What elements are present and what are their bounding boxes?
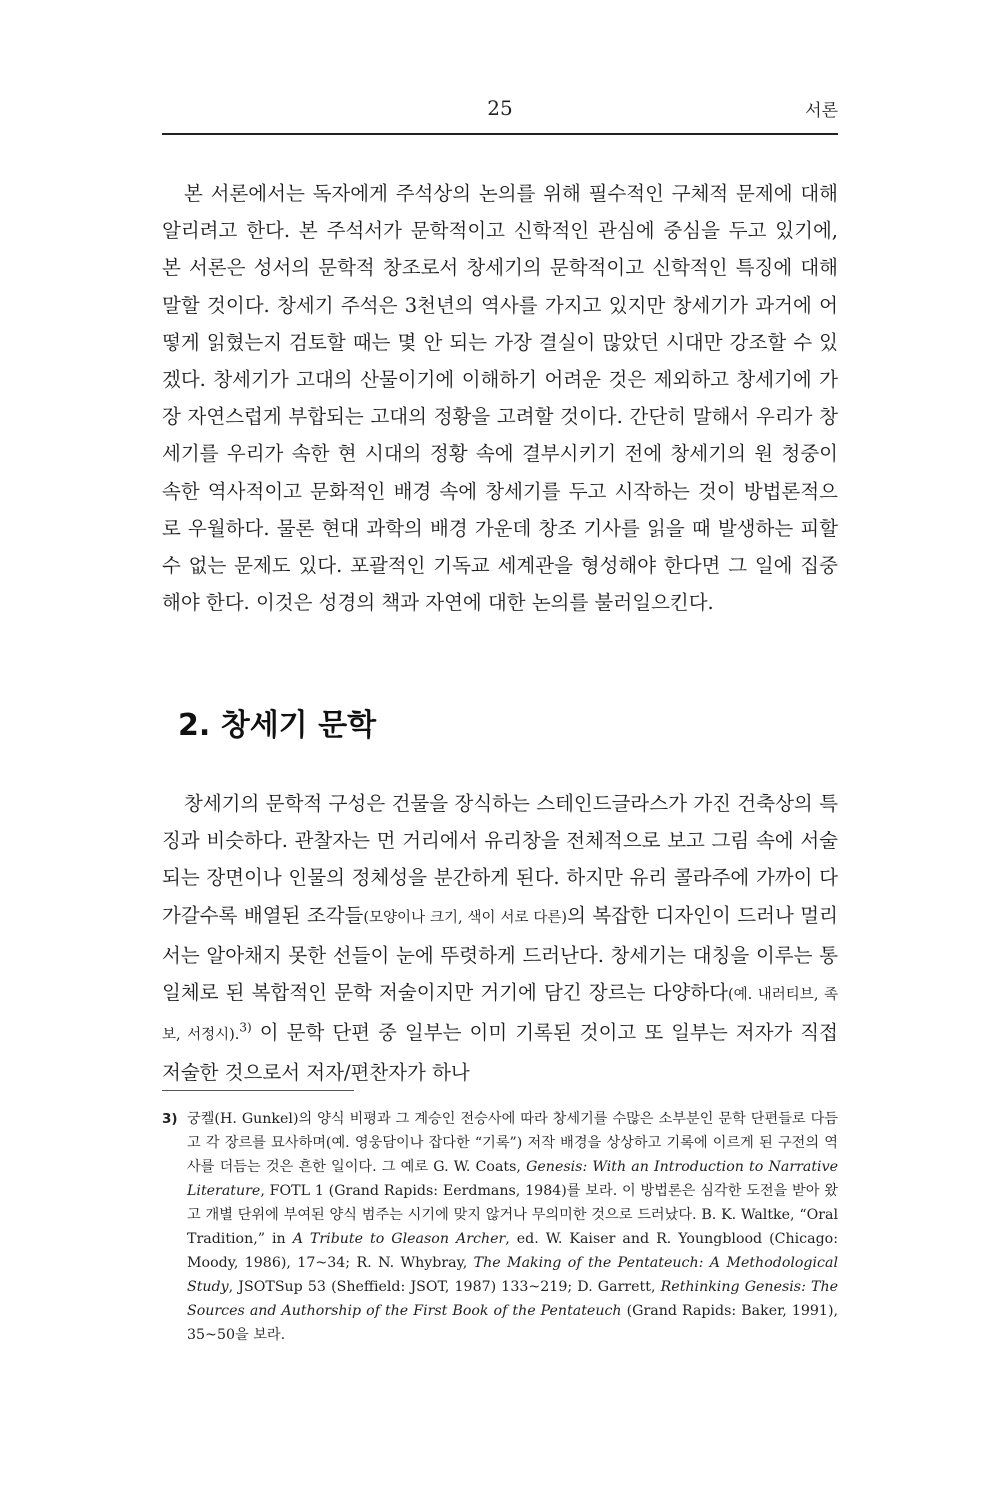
footnote-marker: 3) bbox=[162, 1111, 178, 1127]
citation-title: The Making of the Pentateuch: A Methodological Study bbox=[187, 1255, 838, 1295]
footnote-text-segment: (Grand Rapids: Baker, 1991), 35~50을 보라. bbox=[187, 1303, 838, 1343]
paragraph-text: 창세기의 문학적 구성은 건물을 장식하는 스테인드글라스가 가진 건축상의 특징과 비슷하다. 관찰자는 먼 거리에서 유리창을 전체적으로 보고 그림 속에 서술되는 장면이나 인물의 정체성을 분간하게 된다. 하지만 유리 콜라주에 가까이 다가갈수록 배열된 조각들 bbox=[162, 792, 838, 927]
footnote bbox=[162, 1107, 838, 1347]
parenthetical-note: (예. 내러티브, 족보, 서정시). bbox=[162, 987, 839, 1044]
footnote-text-segment: , ed. W. Kaiser and R. Youngblood (Chicago: Moody, 1986), 17~34; R. N. Whybray, bbox=[187, 1231, 838, 1271]
header-rule bbox=[162, 133, 838, 135]
intro-paragraph: 본 서론에서는 독자에게 주석상의 논의를 위해 필수적인 구체적 문제에 대해 알리려고 한다. 본 주석서가 문학적이고 신학적인 관심에 중심을 두고 있기에, 본 서론은 성서의 문학적 창조로서 창세기의 문학적이고 신학적인 특징에 대해 말할 것이다. 창세기 주석은 3천년의 역사를 가지고 있지만 창세기가 과거에 어떻게 읽혔는지 검토할 때는 몇 안 되는 가장 결실이 많았던 시대만 강조할 수 있겠다. 창세기가 고대의 산물이기에 이해하기 어려운 것은 제외하고 창세기에 가장 자연스럽게 부합되는 고대의 정황을 고려할 것이다. 간단히 말해서 우리가 창세기를 우리가 속한 현 시대의 정황 속에 결부시키기 전에 창세기의 원 청중이 속한 역사적이고 문화적인 배경 속에 창세기를 두고 시작하는 것이 방법론적으로 우월하다. 물론 현대 과학의 배경 가운데 창조 기사를 읽을 때 발생하는 피할 수 없는 문제도 있다. 포괄적인 기독교 세계관을 형성해야 한다면 그 일에 집중해야 한다. 이것은 성경의 책과 자연에 대한 논의를 불러일으킨다. bbox=[162, 182, 838, 615]
footnote-reference[interactable]: 3) bbox=[239, 1020, 252, 1035]
footnote-text bbox=[187, 1107, 838, 1347]
running-head: 서론 bbox=[805, 101, 838, 121]
paragraph-text: 이 문학 단편 중 일부는 이미 기록된 것이고 또 일부는 저자가 직접 저술한 것으로서 저자/편찬자가 하나 bbox=[162, 1021, 838, 1085]
footnote-text-segment: , FOTL 1 (Grand Rapids: Eerdmans, 1984)를 보라. 이 방법론은 심각한 도전을 받아 왔고 개별 단위에 부여된 양식 범주는 시기에 맞지 않거나 무의미한 것으로 드러났다. B. K. Waltke, “Oral Tradition,” in bbox=[187, 1183, 838, 1247]
citation-title: Genesis: With an Introduction to Narrative Literature bbox=[187, 1159, 839, 1199]
parenthetical-note: (모양이나 크기, 색이 서로 다른) bbox=[363, 909, 568, 926]
paragraph-text: 의 복잡한 디자인이 드러나 멀리서는 알아채지 못한 선들이 눈에 뚜렷하게 드러난다. 창세기는 대칭을 이루는 통일체로 된 복합적인 문학 저술이지만 거기에 담긴 장르는 다양하다 bbox=[162, 903, 838, 1005]
footnote-divider bbox=[162, 1090, 354, 1091]
page-number: 25 bbox=[487, 96, 513, 120]
citation-title: A Tribute to Gleason Archer bbox=[292, 1231, 506, 1247]
section-heading: 2. 창세기 문학 bbox=[178, 708, 377, 743]
citation-title: Rethinking Genesis: The Sources and Authorship of the First Book of the Pentateuch bbox=[187, 1279, 838, 1319]
footnote-text-segment: 궁켈(H. Gunkel)의 양식 비평과 그 계승인 전승사에 따라 창세기를 수많은 소부분인 문학 단편들로 다듬고 각 장르를 묘사하며(예. 영웅담이나 잡다한 “기록”) 저작 배경을 상상하고 기록에 이르게 된 구전의 역사를 더듬는 것은 흔한 일이다. 그 예로 G. W. Coats, bbox=[187, 1111, 838, 1175]
section-paragraph bbox=[162, 785, 838, 1092]
footnote-text-segment: , JSOTSup 53 (Sheffield: JSOT, 1987) 133~219; D. Garrett, bbox=[228, 1279, 661, 1295]
